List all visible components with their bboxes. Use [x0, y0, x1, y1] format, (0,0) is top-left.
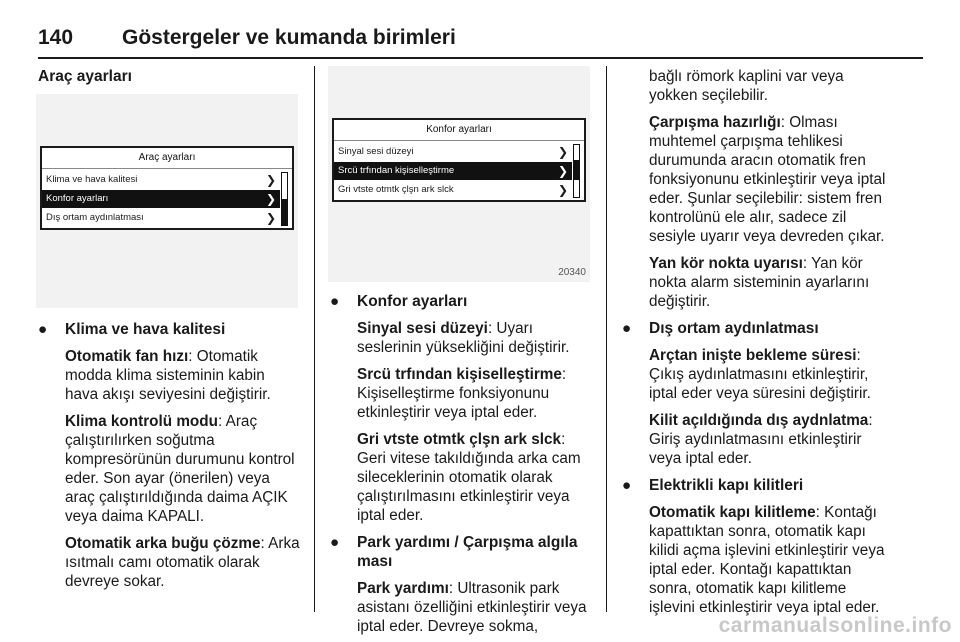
menu-row-personalization-selected[interactable]	[334, 162, 572, 180]
entry-text: : Uyarı seslerinin yüksekliğini değiştirir.	[357, 320, 570, 356]
menu-row-climate[interactable]	[42, 171, 280, 189]
screen-separator	[334, 140, 584, 141]
entry	[38, 412, 300, 526]
screen-title: Araç ayarları	[138, 152, 196, 163]
entry-text: : Geri vitese takıldığında arka cam sileceklerinin otomatik olarak çalıştırılmasını etkinleştirir veya iptal eder.	[357, 431, 581, 524]
chevron-right-icon: ❯	[265, 211, 276, 225]
section-title: Araç ayarları	[38, 68, 132, 85]
image-code: 20340	[558, 267, 586, 278]
entry-text: : Arka ısıtmalı camı otomatik olarak devreye sokar.	[65, 535, 300, 590]
entry	[330, 430, 594, 525]
column-3-body	[622, 67, 888, 617]
column-divider-left	[314, 66, 315, 612]
list-item	[38, 320, 300, 339]
entry-text: : Kişiselleştirme fonksiyonunu etkinleştirir veya iptal eder.	[357, 366, 567, 421]
entry	[330, 579, 594, 636]
list-item	[330, 292, 594, 311]
item-title: Elektrikli kapı kilitleri	[649, 477, 804, 494]
list-item	[622, 319, 888, 338]
item-title: Klima ve hava kalitesi	[65, 321, 226, 338]
display-screen	[332, 118, 586, 202]
menu-row-rear-wiper[interactable]	[334, 181, 572, 199]
scrollbar[interactable]	[573, 144, 580, 198]
menu-row-label: Srcü trfından kişiselleştirme	[338, 165, 455, 176]
entry-text: : Ultrasonik park asistanı özelliğini etkinleştirir veya iptal eder. Devreye sokma,	[357, 580, 587, 635]
entry-term: Otomatik kapı kilitleme	[649, 504, 816, 521]
entry	[38, 534, 300, 591]
screen-illustration-comfort-settings	[328, 66, 590, 282]
entry-term: Park yardımı	[357, 580, 449, 597]
entry	[622, 254, 888, 311]
entry-term: Otomatik fan hızı	[65, 348, 189, 365]
screen-title: Konfor ayarları	[426, 124, 492, 135]
menu-row-label: Dış ortam aydınlatması	[46, 212, 144, 223]
bullet-icon: ●	[38, 321, 48, 338]
entry-term: Çarpışma hazırlığı	[649, 114, 781, 131]
item-title: Konfor ayarları	[357, 293, 468, 310]
display-screen	[40, 146, 294, 230]
column-1-body	[38, 320, 300, 591]
menu-row-exterior-lighting[interactable]	[42, 209, 280, 227]
item-title: Park yardımı / Çarpışma algıla ması	[357, 534, 578, 570]
bullet-icon: ●	[330, 534, 340, 551]
entry	[622, 411, 888, 468]
entry-term: Kilit açıldığında dış aydnlatma	[649, 412, 869, 429]
menu-row-chime-volume[interactable]	[334, 143, 572, 161]
entry	[330, 365, 594, 422]
chevron-right-icon: ❯	[265, 173, 276, 187]
scrollbar[interactable]	[281, 172, 288, 226]
entry-term: Klima kontrolü modu	[65, 413, 218, 430]
menu-row-comfort-selected[interactable]	[42, 190, 280, 208]
entry-text: : Çıkış aydınlatmasını etkinleştirir, iptal eder veya süresini değiştirir.	[649, 347, 871, 402]
column-2-body	[330, 292, 594, 636]
screen-illustration-vehicle-settings	[36, 94, 298, 308]
chevron-right-icon: ❯	[265, 192, 276, 206]
column-1	[38, 67, 300, 86]
entry-text: : Giriş aydınlatmasını etkinleştirir veya iptal eder.	[649, 412, 873, 467]
entry	[38, 347, 300, 404]
menu-row-label: Gri vtste otmtk çlşn ark slck	[338, 184, 454, 195]
chapter-title: Göstergeler ve kumanda birimleri	[122, 26, 456, 49]
menu-row-label: Konfor ayarları	[46, 193, 109, 204]
chevron-right-icon: ❯	[557, 164, 568, 178]
screen-separator	[42, 168, 292, 169]
entry-term: Otomatik arka buğu çözme	[65, 535, 261, 552]
list-item	[622, 476, 888, 495]
chevron-right-icon: ❯	[557, 145, 568, 159]
bullet-icon: ●	[622, 320, 632, 337]
entry-term: Arçtan inişte bekleme süresi	[649, 347, 857, 364]
header-rule	[38, 57, 923, 59]
entry-term: Srcü trfından kişiselleştirme	[357, 366, 562, 383]
bullet-icon: ●	[622, 477, 632, 494]
entry	[330, 319, 594, 357]
menu-row-label: Sinyal sesi düzeyi	[338, 146, 414, 157]
entry-text: : Otomatik modda klima sisteminin kabin hava akışı seviyesini değiştirir.	[65, 348, 271, 403]
bullet-icon: ●	[330, 293, 340, 310]
entry-text: : Yan kör nokta alarm sisteminin ayarlarını değiştirir.	[649, 255, 870, 310]
page-number: 140	[38, 26, 74, 49]
menu-row-label: Klima ve hava kalitesi	[46, 174, 138, 185]
scrollbar-thumb[interactable]	[282, 199, 287, 225]
page-header	[38, 26, 923, 56]
continued-text: bağlı römork kaplini var veya yokken seçilebilir.	[649, 68, 844, 104]
entry	[622, 113, 888, 246]
entry-text: : Olması muhtemel çarpışma tehlikesi durumunda aracın otomatik fren fonksiyonunu etkinleştirir veya iptal eder. Şunlar seçilebilir: sistem fren kontrolünü ele alır, sadece zil sesiyle uyarır veya devreden çıkar.	[649, 114, 886, 245]
scrollbar-thumb[interactable]	[574, 160, 579, 180]
column-divider-right	[606, 66, 607, 612]
entry	[622, 346, 888, 403]
watermark: carmanualsonline.info	[718, 614, 952, 637]
entry	[622, 503, 888, 617]
chevron-right-icon: ❯	[557, 183, 568, 197]
entry-text: : Kontağı kapattıktan sonra, otomatik kapı kilidi açma işlevini etkinleştirir veya iptal eder. Kontağı kapattıktan sonra, otomatik kapı kilitleme işlevini etkinleştirir veya iptal eder.	[649, 504, 885, 616]
entry-term: Sinyal sesi düzeyi	[357, 320, 488, 337]
entry-term: Yan kör nokta uyarısı	[649, 255, 803, 272]
entry-text: : Araç çalıştırılırken soğutma kompresörünün durumunu kontrol eder. Son ayar (önerilen) veya araç çalıştırıldığında daima AÇIK veya daima KAPALI.	[65, 413, 295, 525]
item-title: Dış ortam aydınlatması	[649, 320, 819, 337]
entry-term: Gri vtste otmtk çlşn ark slck	[357, 431, 562, 448]
list-item	[330, 533, 594, 571]
